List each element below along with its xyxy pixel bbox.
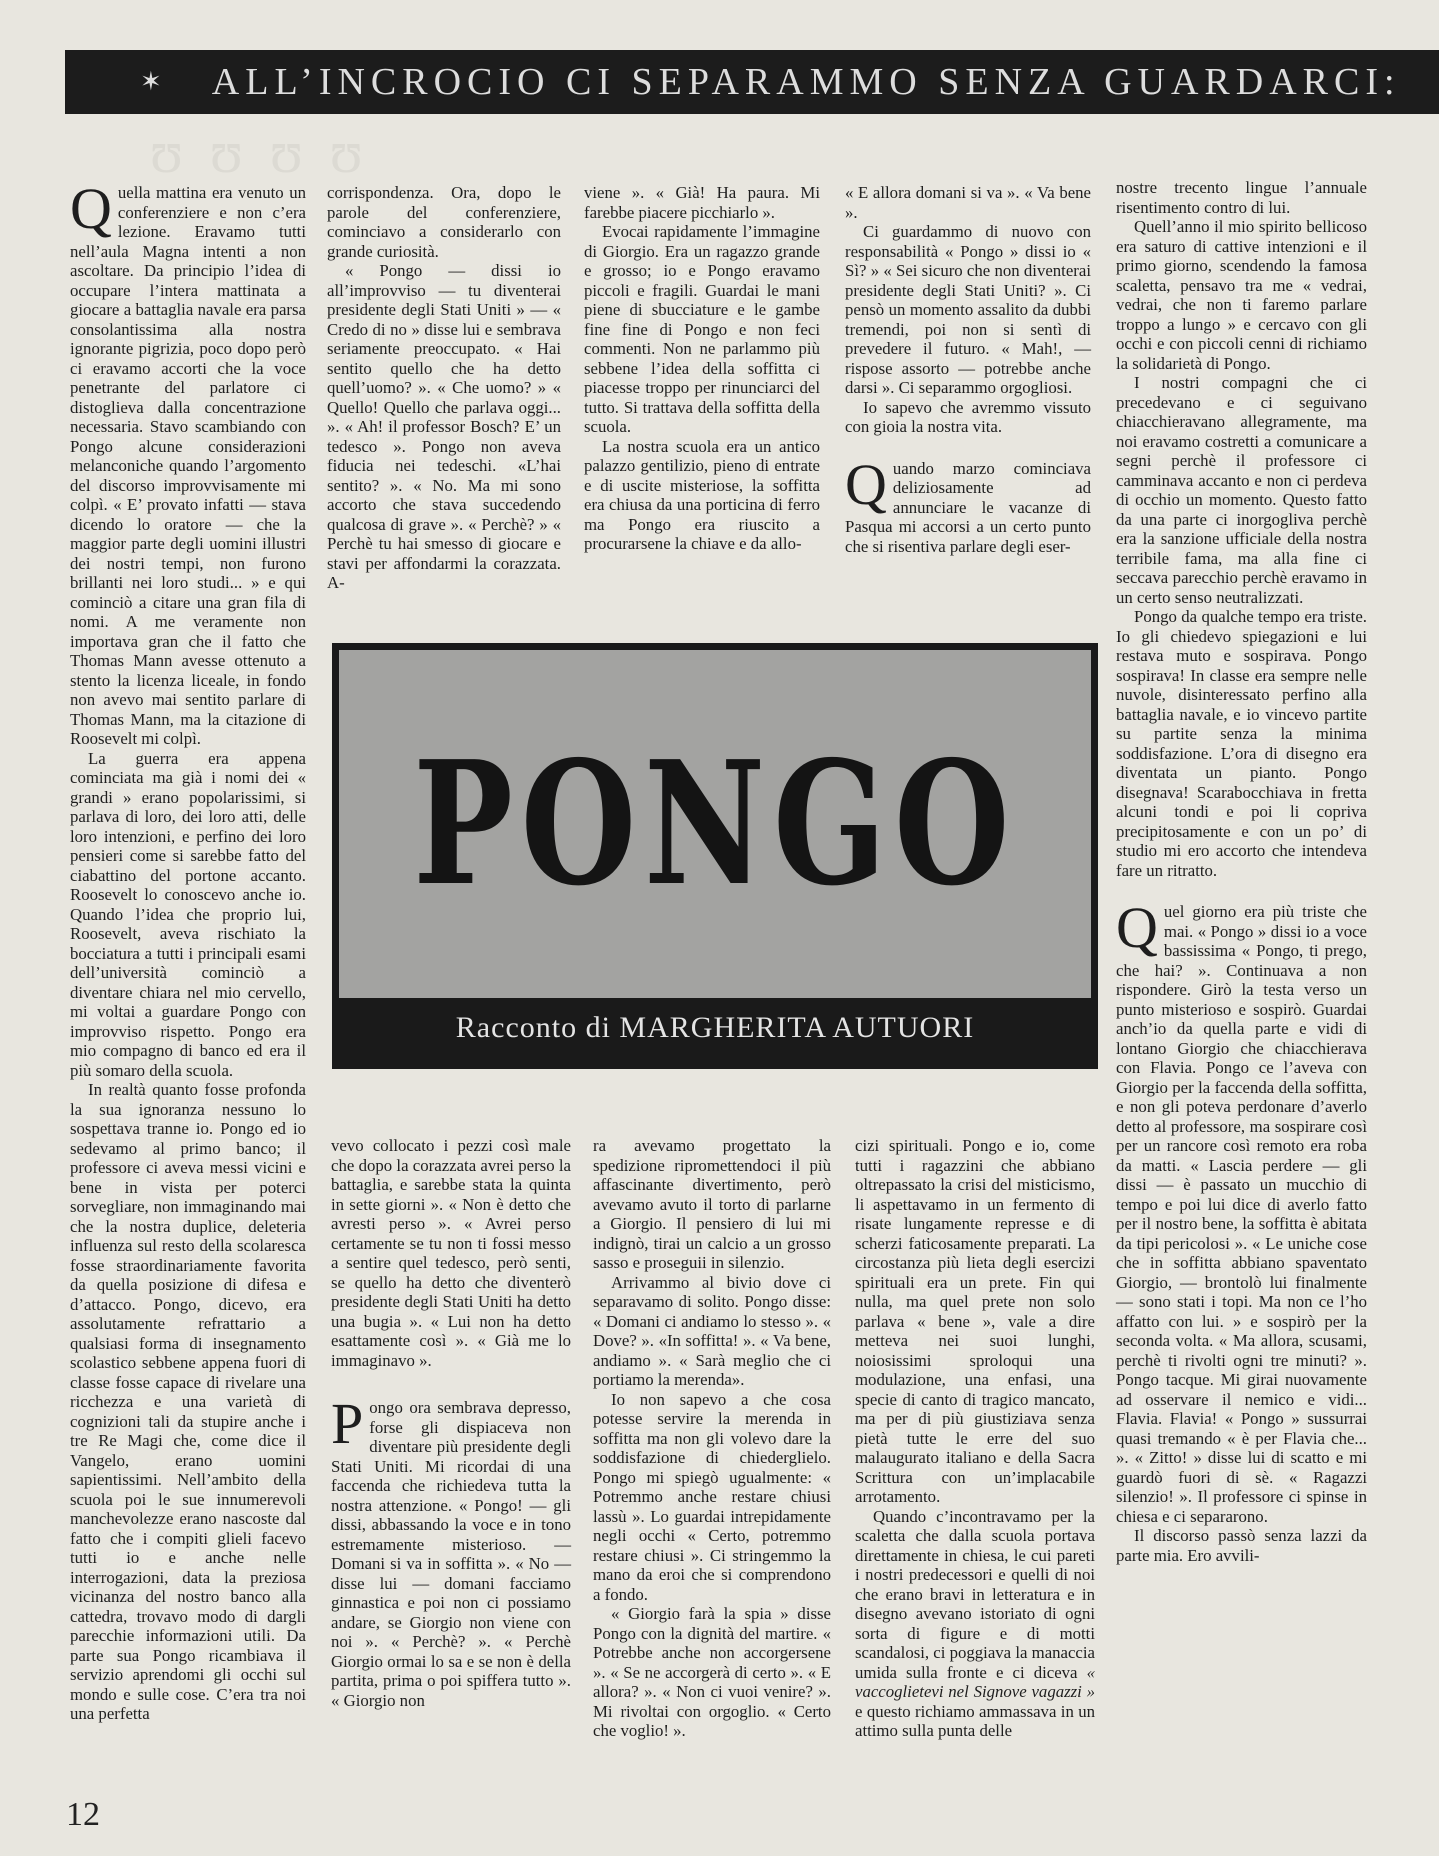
paragraph: La guerra era appena cominciata ma già i nomi dei « grandi » erano popolarissimi, si parlava di loro, dei loro atti, delle loro intenzioni, e perfino dei loro pensieri come si sarebbe fatto del ciabattino del portone accanto. Roosevelt lo conoscevo anche io. Quando l’idea che proprio lui, Roosevelt, aveva rischiato la bocciatura a tutti i principali esami dell’università cominciò a diventare chiara nel mio cervello, mi voltai a guardare Pongo con improvviso rispetto. Pongo era mio compagno di banco ed era il più somaro della scuola. [70,748,306,1080]
paragraph: Arrivammo al bivio dove ci separavamo di solito. Pongo disse: « Domani ci andiamo lo stesso ». « Dove? ». «In soffitta! ». « Va bene, andiamo ». « Sarà meglio che ci portiamo la merenda». [593,1272,831,1389]
paragraph: Pongo da qualche tempo era triste. Io gli chiedevo spiegazioni e lui restava muto e sospirava. Pongo sospirava! In classe era sempre nelle nuvole, disinteressato perfino alla battaglia navale, e io vincevo partite su partite senza la minima soddisfazione. L’ora di disegno era diventata un pianto. Pongo disegnava! Scarabocchiava in fretta alcuni tondi e poi li copriva precipitosamente e con un po’ di studio mi ero accorto che intendeva fare un ritratto. [1116,607,1367,880]
drop-cap: Q [845,451,887,517]
italic-quote: « vaccoglietevi nel Signove vagazzi » [855,1662,1095,1701]
drop-cap: P [331,1391,364,1456]
column-4-bottom [855,1136,1095,1741]
paragraph: « E allora domani si va ». « Va bene ». [845,183,1091,222]
paragraph: corrispondenza. Ora, dopo le parole del conferenziere, cominciavo a considerarlo con grande curiosità. [327,183,561,261]
paragraph: ra avevamo progettato la spedizione ripromettendoci il più affascinante divertimento, però avevamo avuto il torto di parlarne a Giorgio. Il pensiero di lui mi indignò, tirai un calcio a un grosso sasso e proseguii in silenzio. [593,1136,831,1272]
story-title-block [332,643,1098,1069]
paragraph: I nostri compagni che ci precedevano e ci seguivano chiacchieravano allegramente, ma noi eravamo costretti a comunicare a segni perchè il professore ci camminava accanto e non ci perdeva di occhio un momento. Questo fatto da una parte ci inorgogliva perchè era la sanzione ufficiale della nostra terribile fama, ma alla fine ci seccava parecchio perchè eravamo in un certo senso neutralizzati. [1116,373,1367,607]
ghost-print-through: ʊ ʊ ʊ ʊ [150,119,369,185]
paragraph: « Giorgio farà la spia » disse Pongo con la dignità del martire. « Potrebbe anche non accorgersene ». « Se ne accorgerà di certo ». « E allora? ». « Non ci vuoi venire? ». Mi rivoltai con orgoglio. « Certo che voglio! ». [593,1604,831,1740]
star-icon: ✶ [140,67,162,97]
paragraph: Io sapevo che avremmo vissuto con gioia la nostra vita. [845,397,1091,436]
paragraph: La nostra scuola era un antico palazzo gentilizio, pieno di entrate e di uscite misteriose, la soffitta era chiusa da una porticina di ferro ma Pongo era riuscito a procurarsene la chiave e da allo- [584,436,820,553]
drop-cap: Q [70,176,112,241]
column-4-top [845,183,1091,556]
paragraph: In realtà quanto fosse profonda la sua ignoranza nessuno lo sospettava tranne io. Pongo ed io sedevamo al primo banco; il professore ci aveva messi vicini e bene in vista per poterci sorvegliare, non immaginando mai che la nostra duplice, deleteria influenza sul resto della scolaresca fosse straordinariamente favorita da quella posizione di difesa e d’attacco. Pongo, dicevo, era assolutamente refrattario a qualsiasi forma di insegnamento scolastico sebbene appena fuori di classe fosse capace di rivelare una ricchezza e una varietà di cognizioni tali da stupire anche i tre Re Magi che, come dice il Vangelo, erano uomini sapientissimi. Nell’ambito della scuola poi le sue innumerevoli manchevolezze erano nascoste dal fatto che i compiti glieli facevo tutti io e anche nelle interrogazioni, data la preziosa vicinanza del nostro banco alla cattedra, trovavo modo di dargli parecchie informazioni utili. Da parte sua Pongo ricambiava il servizio aprendomi gli occhi sul mondo e sulle cose. C’era tra noi una perfetta [70,1080,306,1723]
paragraph: Quel giorno era più triste che mai. « Pongo » dissi io a voce bassissima « Pongo, ti prego, che hai? ». Continuava a non rispondere. Girò la testa verso un punto misterioso e sospirò. Guardai anch’io da quella parte e vidi di lontano Giorgio che chiacchierava con Flavia. Pongo ce l’aveva con Giorgio per la faccenda della soffitta, e non gli poteva perdonare d’averlo detto al professore, ma sospirare così per un rancore così remoto era roba da matti. « Lascia perdere — gli dissi — è passato un mucchio di tempo e poi lui dice di averlo fatto per il nostro bene, la soffitta è abitata da tipi pericolosi ». « Le uniche cose che in soffitta abbiano spaventato Giorgio, — brontolò lui finalmente — sono stati i topi. Ma non ce l’ho affatto con lui. » e sospirò per la seconda volta. « Ma allora, scusami, perchè ti rivolti ogni tre minuti? ». Pongo tacque. Mi girai nuovamente ad osservare il nemico e vidi... Flavia. Flavia! « Pongo » sussurrai quasi tremando « è per Flavia che... ». « Zitto! » disse lui di scatto e mi guardò fuori di sè. « Ragazzi silenzio! ». Il professore ci spinse in chiesa e ci separarono. [1116,895,1367,1526]
paragraph: « Pongo — dissi io all’improvviso — tu diventerai presidente degli Stati Uniti » — « Credo di no » disse lui e sembrava seriamente preoccupato. « Hai sentito quello che ha detto quell’uomo? ». « Che uomo? » « Quello! Quello che parlava oggi... ». « Ah! il professor Bosch? E’ un tedesco ». Pongo non aveva fiducia nei tedeschi. «L’hai sentito? ». « No. Ma mi sono accorto che stava succedendo qualcosa di grave ». « Perchè? » « Perchè tu hai smesso di giocare e stavi per affondarmi la corazzata. A- [327,261,561,592]
paragraph: nostre trecento lingue l’annuale risentimento contro di lui. [1116,178,1367,217]
story-byline: Racconto di MARGHERITA AUTUORI [455,1011,975,1044]
header-banner [65,50,1439,114]
column-1 [70,176,306,1724]
column-3-bottom [593,1136,831,1741]
page-number: 12 [66,1796,100,1833]
column-2-bottom [331,1136,571,1710]
paragraph: Pongo ora sembrava depresso, forse gli dispiaceva non diventare più presidente degli Stati Uniti. Mi ricordai di una faccenda che richiedeva tutta la nostra attenzione. « Pongo! — gli dissi, abbassando la voce e in tono estremamente misterioso. — Domani si va in soffitta ». « No — disse lui — domani facciamo ginnastica e poi non ci possiamo andare, se Giorgio non viene con noi ». « Perchè? ». « Perchè Giorgio ormai lo sa e se non è della partita, prima o poi spiffera tutto ». « Giorgio non [331,1391,571,1710]
drop-cap: Q [1116,895,1158,960]
column-5 [1116,178,1367,1565]
column-2-top [327,183,561,593]
paragraph: Evocai rapidamente l’immagine di Giorgio. Era un ragazzo grande e grosso; io e Pongo eravamo piccoli e fragili. Guardai le mani piene di sbucciature e le gambe fine fine di Pongo e non feci commenti. Non ne parlammo più sebbene l’idea della soffitta ci piacesse troppo per rinunciarci del tutto. Si trattava della soffitta della scuola. [584,222,820,436]
paragraph: viene ». « Già! Ha paura. Mi farebbe piacere picchiarlo ». [584,183,820,222]
paragraph: Io non sapevo a che cosa potesse servire la merenda in soffitta ma non gli volevo dare la soddisfazione di chiederglielo. Pongo mi spiegò ugualmente: « Potremmo anche restare chiusi lassù ». Lo guardai intrepidamente negli occhi « Certo, potremmo restare chiusi ». Ci stringemmo la mano da eroi che si comprendono a fondo. [593,1389,831,1604]
paragraph: Ci guardammo di nuovo con responsabilità « Pongo » dissi io « Sì? » « Sei sicuro che non diventerai presidente degli Stati Uniti? ». Ci pensò un momento assalito da dubbi tremendi, poi non si sentì di prevedere il futuro. « Mah!, — rispose assorto — potrebbe anche darsi ». Ci separammo orgogliosi. [845,222,1091,397]
paragraph: Il discorso passò senza lazzi da parte mia. Ero avvili- [1116,1526,1367,1565]
paragraph: Quella mattina era venuto un conferenziere e non c’era lezione. Eravamo tutti nell’aula Magna intenti a non ascoltare. Da principio l’idea di occupare l’intera mattinata a giocare a battaglia navale era parsa consolantissima alla nostra ignorante pigrizia, poco dopo però ci eravamo accorti che la voce penetrante del parlatore ci distoglieva dalla concentrazione necessaria. Stavo scambiando con Pongo alcune considerazioni melanconiche quando l’argomento del discorso improvvisamente mi colpì. « E’ provato infatti — stava dicendo lo oratore — che la maggior parte degli uomini illustri dei nostri tempi, non furono brillanti nei loro studi... » e qui cominciò a citare una gran fila di nomi. A me veramente non importava gran che il fatto che Thomas Mann avesse ottenuto a stento la licenza liceale, in fondo non avevo mai sentito parlare di Thomas Mann, ma la citazione di Roosevelt mi colpì. [70,176,306,748]
title-panel [339,650,1091,998]
paragraph: Quando c’incontravamo per la scaletta che dalla scuola portava direttamente in chiesa, le cui pareti i nostri predecessori e quelli di noi che erano bravi in letteratura e in disegno avevano istoriato di ogni sorta di figure e di motti scandalosi, ci poggiava la manaccia umida sulla fronte e ci diceva « vaccoglietevi nel Signove vagazzi » e questo richiamo ammassava in un attimo sulla punta delle [855,1506,1095,1740]
header-title: ALL’INCROCIO CI SEPARAMMO SENZA GUARDARCI: [211,61,1401,103]
paragraph: cizi spirituali. Pongo e io, come tutti i ragazzini che abbiano oltrepassato la crisi del misticismo, li aspettavamo in un fermento di risate lungamente represse e di scherzi faticosamente preparati. La circostanza più lieta degli esercizi spirituali era un prete. Fin qui nulla, ma quel prete non solo parlava « bene », vale a dire metteva nei suoi lunghi, noiosissimi sproloqui una modulazione, una enfasi, una specie di canto di tragico mancato, ma per di più giustiziava senza pietà tutte le erre del suo malaugurato italiano e della Sacra Scrittura con un’implacabile arrotamento. [855,1136,1095,1506]
paragraph: Quando marzo cominciava deliziosamente ad annunciare le vacanze di Pasqua mi accorsi a un certo punto che si risentiva parlare degli eser- [845,451,1091,556]
column-3-top [584,183,820,554]
paragraph: Quell’anno il mio spirito bellicoso era saturo di cattive intenzioni e il primo giorno, scendendo la famosa scaletta, pensavo tra me « vedrai, vedrai, che non ti faremo parlare troppo a lungo » e cercavo con gli occhi e con piccoli cenni di richiamo la solidarietà di Pongo. [1116,217,1367,373]
story-title: PONGO [412,724,1018,924]
paragraph: vevo collocato i pezzi così male che dopo la corazzata avrei perso la battaglia, e sarebbe stata la quinta in sette giorni ». « Non è detto che avresti perso ». « Avrei perso certamente se tu non ti fossi messo a sentire quel tedesco, però senti, se quello ha detto che diventerò presidente degli Stati Uniti ha detto una bugia ». « Lui non ha detto esattamente così ». « Già me lo immaginavo ». [331,1136,571,1370]
